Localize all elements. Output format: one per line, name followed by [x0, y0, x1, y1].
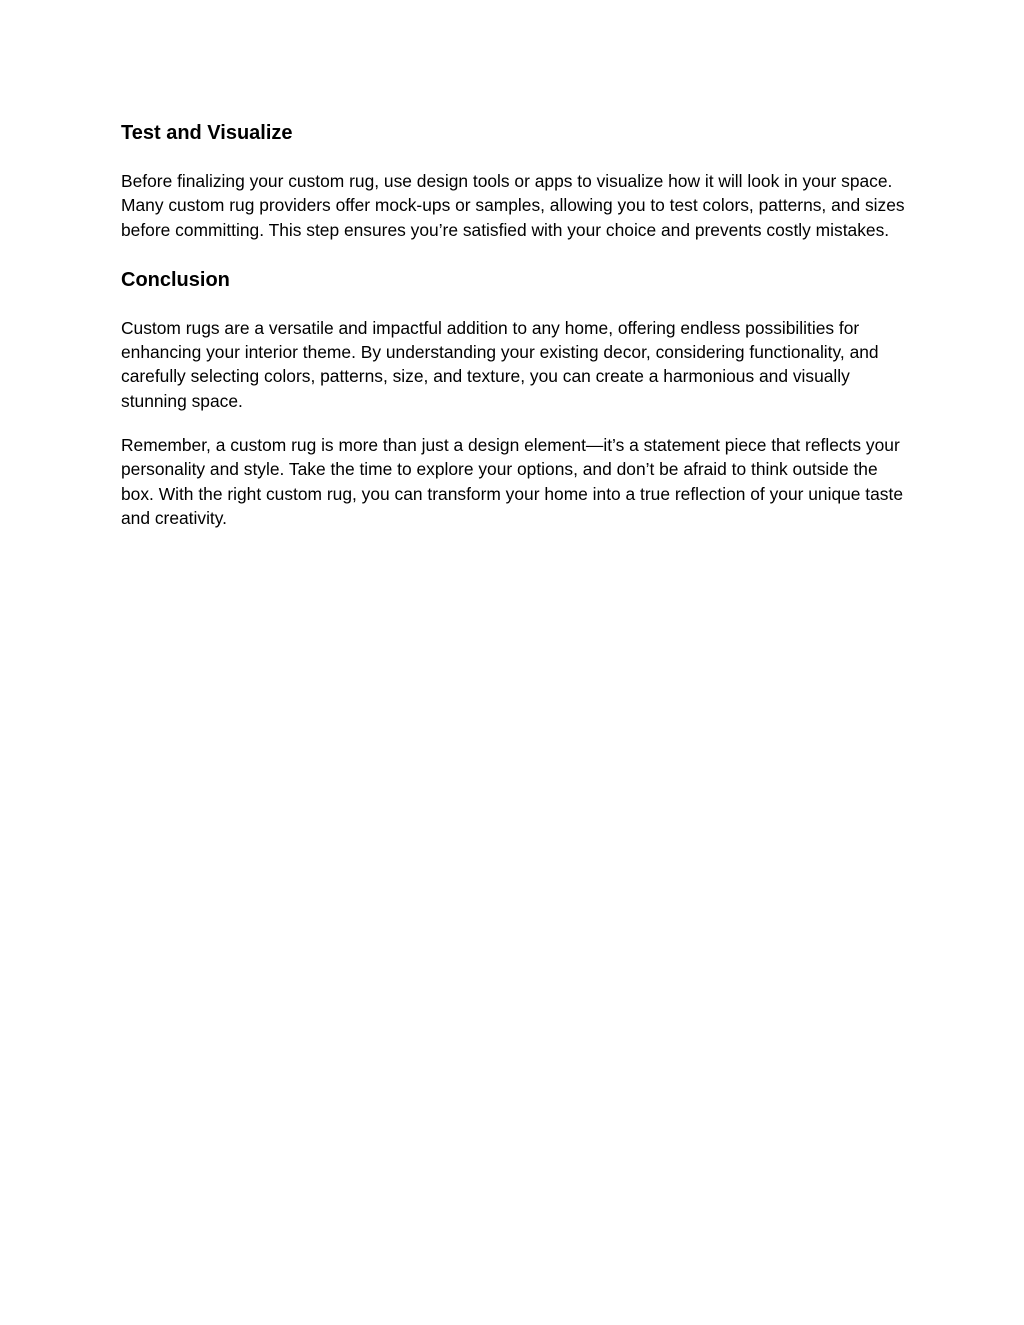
section-heading: Conclusion — [121, 268, 230, 291]
section-paragraph: Custom rugs are a versatile and impactful addition to any home, offering endless possibilities for enhancing your interior theme. By understanding your existing decor, considering functionality, and carefully selecting colors, patterns, size, and texture, you can create a harmonious and visually stunning space. — [121, 317, 879, 411]
section-paragraph: Remember, a custom rug is more than just a design element—it’s a statement piece that reflects your personality and style. Take the time to explore your options, and don’t be afraid to think outside the box. With the right custom rug, you can transform your home into a true reflection of your unique taste and creativity. — [121, 435, 904, 528]
section-paragraph: Before finalizing your custom rug, use design tools or apps to visualize how it will look in your space. Many custom rug providers offer mock-ups or samples, allowing you to test colors, patterns, and sizes before committing. This step ensures you’re satisfied with your choice and prevents costly mistakes. — [121, 171, 905, 240]
section-heading: Test and Visualize — [121, 122, 293, 144]
document-page — [121, 118, 911, 530]
section-conclusion — [121, 265, 911, 530]
section-test-and-visualize — [121, 118, 911, 242]
